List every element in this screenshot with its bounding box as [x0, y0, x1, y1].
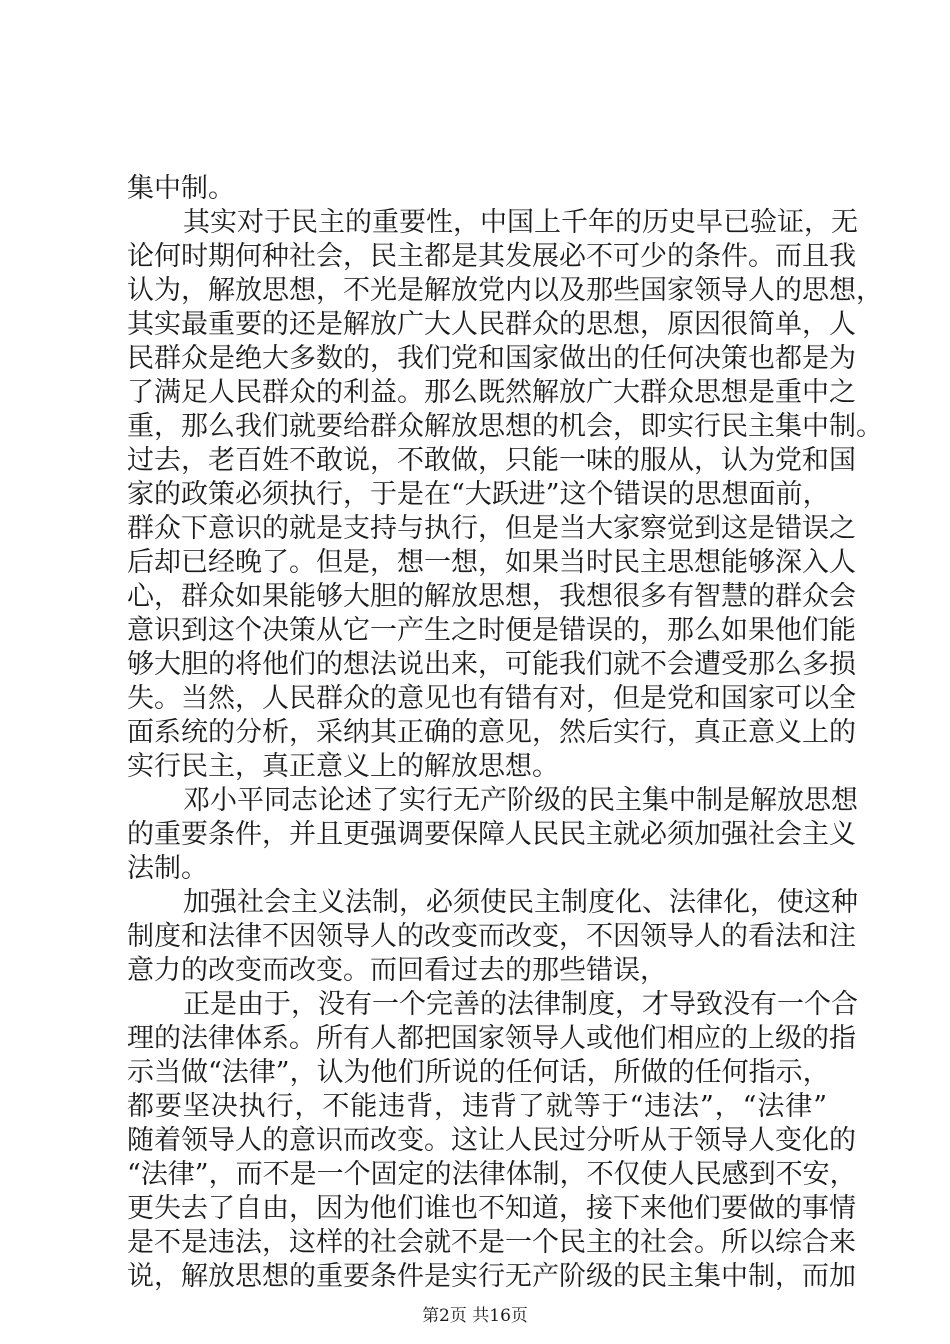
- text-line: 认为，解放思想，不光是解放党内以及那些国家领导人的思想，: [127, 275, 883, 306]
- text-line: 其实对于民主的重要性，中国上千年的历史早已验证，无: [183, 207, 858, 238]
- text-line: 失。当然，人民群众的意见也有错有对，但是党和国家可以全: [127, 683, 856, 714]
- text-line: 法制。: [127, 853, 208, 884]
- text-line: 群众下意识的就是支持与执行，但是当大家察觉到这是错误之: [127, 513, 856, 544]
- text-line: 面系统的分析，采纳其正确的意见，然后实行，真正意义上的: [127, 717, 856, 748]
- text-line: 示当做“法律”，认为他们所说的任何话，所做的任何指示，: [127, 1057, 830, 1088]
- text-line: 后却已经晚了。但是，想一想，如果当时民主思想能够深入人: [127, 547, 856, 578]
- text-line: 心，群众如果能够大胆的解放思想，我想很多有智慧的群众会: [127, 581, 856, 612]
- text-line: 家的政策必须执行，于是在“大跃进”这个错误的思想面前，: [127, 479, 830, 510]
- text-line: 实行民主，真正意义上的解放思想。: [127, 751, 559, 782]
- text-line: 理的法律体系。所有人都把国家领导人或他们相应的上级的指: [127, 1023, 856, 1054]
- text-line: 过去，老百姓不敢说，不敢做，只能一味的服从，认为党和国: [127, 445, 856, 476]
- text-line: 正是由于，没有一个完善的法律制度，才导致没有一个合: [183, 989, 858, 1020]
- text-line: 民群众是绝大多数的，我们党和国家做出的任何决策也都是为: [127, 343, 856, 374]
- text-line: 重，那么我们就要给群众解放思想的机会，即实行民主集中制。: [127, 411, 883, 442]
- text-line: 邓小平同志论述了实行无产阶级的民主集中制是解放思想: [183, 785, 858, 816]
- text-line: 的重要条件，并且更强调要保障人民民主就必须加强社会主义: [127, 819, 856, 850]
- text-line: 意力的改变而改变。而回看过去的那些错误，: [127, 955, 667, 986]
- text-line: 说，解放思想的重要条件是实行无产阶级的民主集中制，而加: [127, 1261, 856, 1292]
- text-line: 了满足人民群众的利益。那么既然解放广大群众思想是重中之: [127, 377, 856, 408]
- text-line: 随着领导人的意识而改变。这让人民过分听从于领导人变化的: [127, 1125, 856, 1156]
- text-line: 制度和法律不因领导人的改变而改变，不因领导人的看法和注: [127, 921, 856, 952]
- text-line: 都要坚决执行，不能违背，违背了就等于“违法”，“法律”: [127, 1091, 827, 1122]
- text-line: 论何时期何种社会，民主都是其发展必不可少的条件。而且我: [127, 241, 856, 272]
- text-line: 意识到这个决策从它一产生之时便是错误的，那么如果他们能: [127, 615, 856, 646]
- text-line: 集中制。: [127, 173, 235, 204]
- text-line: 更失去了自由，因为他们谁也不知道，接下来他们要做的事情: [127, 1193, 856, 1224]
- text-line: 其实最重要的还是解放广大人民群众的思想，原因很简单，人: [127, 309, 856, 340]
- text-line: 加强社会主义法制，必须使民主制度化、法律化，使这种: [183, 887, 858, 918]
- text-line: 是不是违法，这样的社会就不是一个民主的社会。所以综合来: [127, 1227, 856, 1258]
- text-line: “法律”，而不是一个固定的法律体制，不仅使人民感到不安，: [127, 1159, 857, 1190]
- text-line: 够大胆的将他们的想法说出来，可能我们就不会遭受那么多损: [127, 649, 856, 680]
- page-number: 第2页 共16页: [422, 1306, 528, 1326]
